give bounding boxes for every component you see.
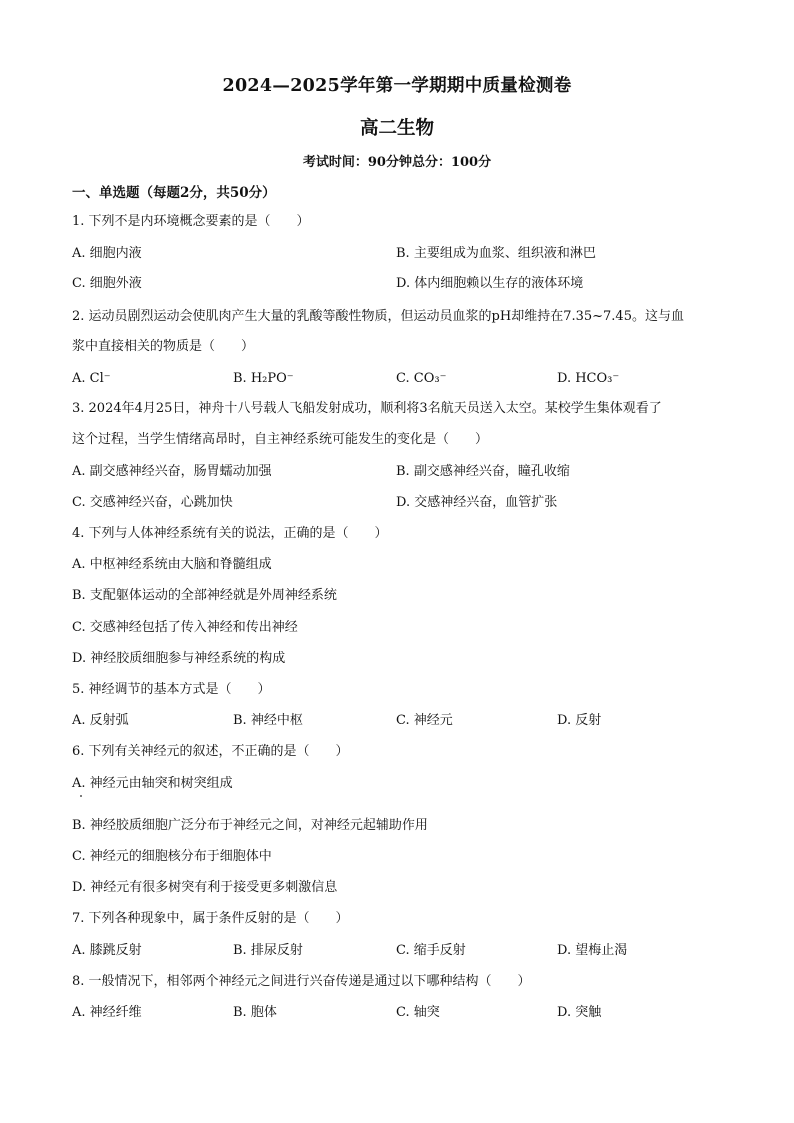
q8-option-d: D. 突触 <box>557 1005 602 1020</box>
q2-option-a: A. Cl⁻ <box>72 371 111 386</box>
question-2-stem-line-1: 2. 运动员剧烈运动会使肌肉产生大量的乳酸等酸性物质，但运动员血浆的pH却维持在7.35~7.45。这与血 <box>72 309 684 324</box>
q8-option-b: B. 胞体 <box>233 1005 277 1020</box>
q6-option-c: C. 神经元的细胞核分布于细胞体中 <box>72 849 272 864</box>
q1-option-b: B. 主要组成为血浆、组织液和淋巴 <box>396 246 596 261</box>
question-4-stem: 4. 下列与人体神经系统有关的说法，正确的是（ ） <box>72 526 388 541</box>
q6-option-a: A. 神经元由轴突和树突组成 <box>72 776 233 791</box>
q1-option-d: D. 体内细胞赖以生存的液体环境 <box>396 276 584 291</box>
q3-option-d: D. 交感神经兴奋，血管扩张 <box>396 495 558 510</box>
q8-option-a: A. 神经纤维 <box>72 1005 142 1020</box>
question-3-stem-line-2: 这个过程，当学生情绪高昂时，自主神经系统可能发生的变化是（ ） <box>72 432 489 447</box>
q2-option-d: D. HCO₃⁻ <box>557 371 620 386</box>
q3-option-a: A. 副交感神经兴奋，肠胃蠕动加强 <box>72 464 272 479</box>
question-3-stem-line-1: 3. 2024年4月25日，神舟十八号载人飞船发射成功，顺利将3名航天员送入太空。某校学生集体观看了 <box>72 401 662 416</box>
q3-option-b: B. 副交感神经兴奋，瞳孔收缩 <box>396 464 570 479</box>
stray-dot <box>80 795 82 797</box>
q5-option-a: A. 反射弧 <box>72 713 129 728</box>
q4-option-c: C. 交感神经包括了传入神经和传出神经 <box>72 620 298 635</box>
q5-option-b: B. 神经中枢 <box>233 713 303 728</box>
question-7-stem: 7. 下列各种现象中，属于条件反射的是（ ） <box>72 911 349 926</box>
question-8-stem: 8. 一般情况下，相邻两个神经元之间进行兴奋传递是通过以下哪种结构（ ） <box>72 974 531 989</box>
q6-option-b: B. 神经胶质细胞广泛分布于神经元之间，对神经元起辅助作用 <box>72 818 428 833</box>
q7-option-d: D. 望梅止渴 <box>557 943 628 958</box>
question-6-stem: 6. 下列有关神经元的叙述，不正确的是（ ） <box>72 744 349 759</box>
q4-option-d: D. 神经胶质细胞参与神经系统的构成 <box>72 651 286 666</box>
q8-option-c: C. 轴突 <box>396 1005 440 1020</box>
question-5-stem: 5. 神经调节的基本方式是（ ） <box>72 682 271 697</box>
q2-option-c: C. CO₃⁻ <box>396 371 447 386</box>
subject-title: 高二生物 <box>359 118 434 139</box>
question-1-stem: 1. 下列不是内环境概念要素的是（ ） <box>72 214 310 229</box>
q5-option-c: C. 神经元 <box>396 713 453 728</box>
q7-option-c: C. 缩手反射 <box>396 943 466 958</box>
q2-option-b: B. H₂PO⁻ <box>233 371 294 386</box>
q1-option-a: A. 细胞内液 <box>72 246 142 261</box>
q4-option-a: A. 中枢神经系统由大脑和脊髓组成 <box>72 557 272 572</box>
q4-option-b: B. 支配躯体运动的全部神经就是外周神经系统 <box>72 588 337 603</box>
q3-option-c: C. 交感神经兴奋，心跳加快 <box>72 495 233 510</box>
q5-option-d: D. 反射 <box>557 713 602 728</box>
exam-title: 2024—2025学年第一学期期中质量检测卷 <box>222 76 572 96</box>
question-2-stem-line-2: 浆中直接相关的物质是（ ） <box>72 339 255 354</box>
q1-option-c: C. 细胞外液 <box>72 276 142 291</box>
q6-option-d: D. 神经元有很多树突有利于接受更多刺激信息 <box>72 880 338 895</box>
section-heading: 一、单选题（每题2分，共50分） <box>72 185 276 201</box>
exam-info: 考试时间：90分钟总分：100分 <box>302 155 492 170</box>
q7-option-a: A. 膝跳反射 <box>72 943 142 958</box>
q7-option-b: B. 排尿反射 <box>233 943 303 958</box>
